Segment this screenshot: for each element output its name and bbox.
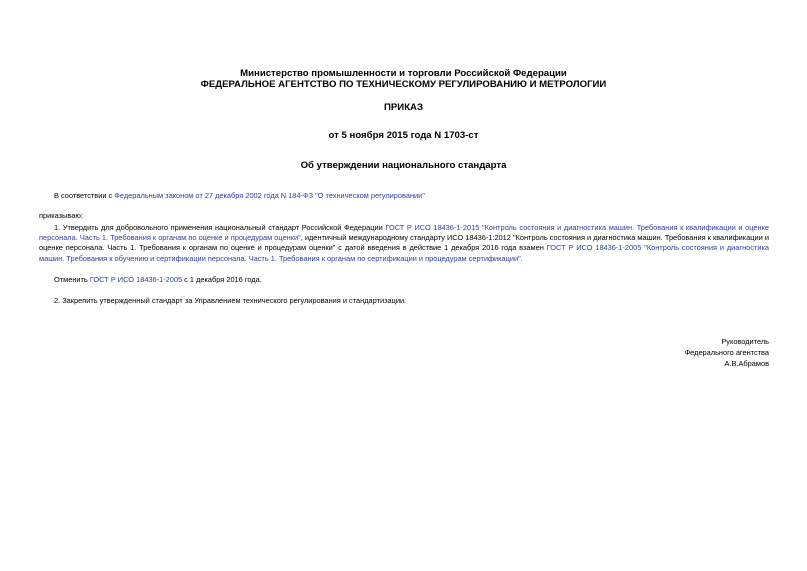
- document-date-number: от 5 ноября 2015 года N 1703-ст: [328, 130, 479, 141]
- gost-2005-cancel-link[interactable]: ГОСТ Р ИСО 18436-1-2005: [89, 275, 183, 284]
- intro-prefix: В соответствии с: [54, 191, 115, 200]
- item-1-text-a: 1. Утвердить для добровольного применения национальный стандарт Российской Федерации: [54, 223, 386, 232]
- order-word: приказываю:: [39, 211, 83, 220]
- signature-org: Федерального агентства: [684, 348, 769, 357]
- signature-title: Руководитель: [721, 337, 769, 346]
- item-1-text-b: , идентичный международному стандарту ИСО 18436-1:2012 "Контроль состояния и диагностика машин. Требования к квалификации и оценке персонала. Часть 1. Требования к органам по оценке и процедурам оценки" с датой введения в действие 1 декабря 2016 года взамен: [39, 233, 769, 253]
- document-subject: Об утверждении национального стандарта: [300, 160, 507, 171]
- gost-2015-link[interactable]: ГОСТ Р ИСО 18436-1-2015 "Контроль состояния и диагностика машин. Требования к квалификации и оценке персонала. Часть 1. Требования к органам по оценке и процедурам оценки": [39, 223, 770, 243]
- cancel-prefix: Отменить: [54, 275, 90, 284]
- signature-block: [685, 336, 769, 369]
- cancel-paragraph: [54, 275, 754, 285]
- federal-law-link[interactable]: Федеральным законом от 27 декабря 2002 года N 184-ФЗ "О техническом регулировании": [114, 191, 425, 200]
- signature-name: А.В.Абрамов: [724, 359, 769, 368]
- document-type: ПРИКАЗ: [384, 102, 423, 113]
- gost-2005-link[interactable]: ГОСТ Р ИСО 18436-1-2005 "Контроль состояния и диагностика машин. Требования к обучению и сертификации персонала. Часть 1. Требования к органам по сертификации и процедурам сертификации": [39, 243, 769, 263]
- cancel-suffix: с 1 декабря 2016 года.: [182, 275, 262, 284]
- item-1-text-c: .: [520, 253, 523, 263]
- agency-heading: ФЕДЕРАЛЬНОЕ АГЕНТСТВО ПО ТЕХНИЧЕСКОМУ РЕГУЛИРОВАНИЮ И МЕТРОЛОГИИ: [200, 79, 607, 90]
- intro-paragraph: [54, 191, 754, 201]
- ministry-heading: Министерство промышленности и торговли Российской Федерации: [240, 68, 567, 79]
- item-2-paragraph: 2. Закрепить утвержденный стандарт за Управлением технического регулирования и стандартизации.: [54, 296, 407, 305]
- item-1-paragraph: [39, 223, 769, 264]
